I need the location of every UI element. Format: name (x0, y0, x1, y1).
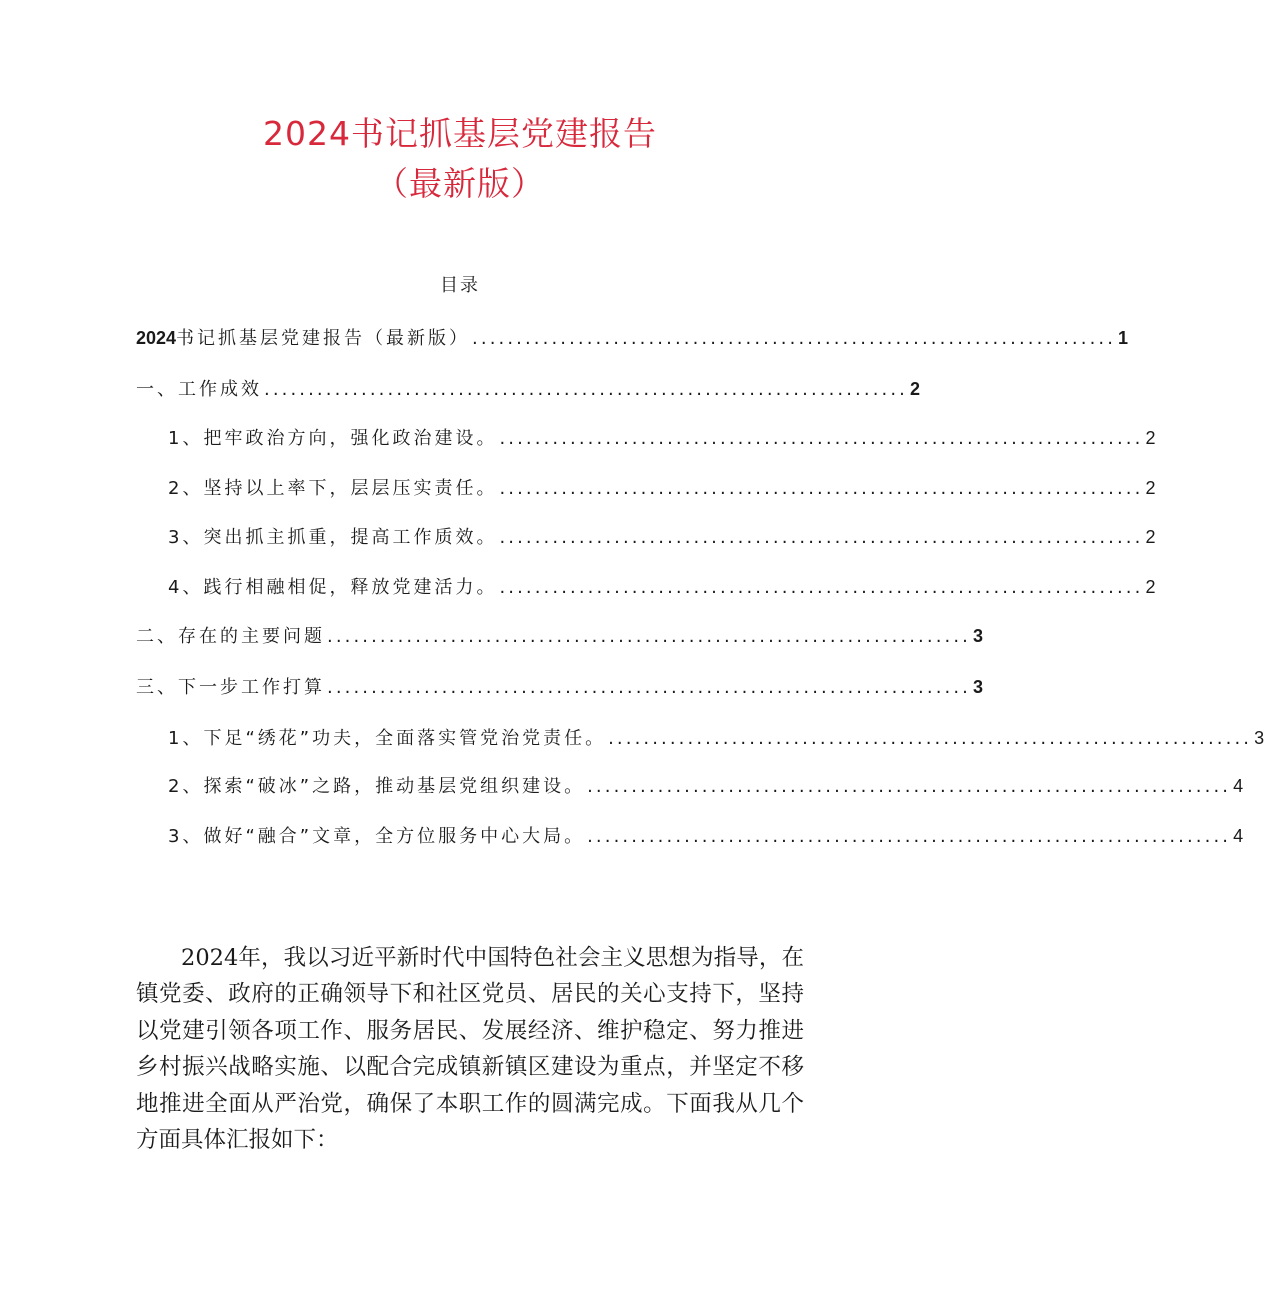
toc-leader: ......................................................................... (327, 677, 971, 698)
toc-entry[interactable] (136, 623, 983, 649)
toc-entry-label: 3、突出抓主抓重，提高工作质效。 (168, 527, 498, 548)
toc-entry[interactable] (168, 773, 1244, 799)
toc-entry-page: 2 (1145, 527, 1156, 547)
toc-entry-label: 2、探索“破冰”之路，推动基层党组织建设。 (168, 776, 586, 797)
toc-leader: ......................................................................... (472, 328, 1117, 349)
toc-entry-page: 3 (1254, 728, 1264, 748)
toc-entry-label: 一、工作成效 (136, 379, 262, 400)
toc-leader: ......................................................................... (499, 527, 1144, 548)
body-paragraph: 2024年，我以习近平新时代中国特色社会主义思想为指导，在镇党委、政府的正确领导下和社区党员、居民的关心支持下，坚持以党建引领各项工作、服务居民、发展经济、维护稳定、努力推进乡村振兴战略实施、以配合完成镇新镇区建设为重点，并坚定不移地推进全面从严治党，确保了本职工作的圆满完成。下面我从几个方面具体汇报如下： (136, 944, 804, 1153)
toc-entry-page: 2 (1145, 428, 1156, 448)
toc-leader: ......................................................................... (499, 428, 1144, 449)
toc-entry-page: 2 (909, 379, 920, 399)
toc-leader: ......................................................................... (264, 379, 908, 400)
toc-entry-label-prefix: 2024 (136, 328, 177, 348)
toc-entry-page: 1 (1118, 328, 1129, 348)
toc-entry-label: 1、下足“绣花”功夫，全面落实管党治党责任。 (168, 728, 607, 749)
toc-entry-label-text: 书记抓基层党建报告（最新版） (176, 328, 471, 349)
toc-leader: ......................................................................... (327, 626, 971, 647)
toc-entry-label: 三、下一步工作打算 (136, 677, 325, 698)
toc-leader: ......................................................................... (587, 826, 1232, 847)
toc-entry-page: 3 (972, 626, 983, 646)
toc-entry[interactable] (168, 725, 1264, 751)
toc-leader: ......................................................................... (587, 776, 1232, 797)
toc-entry-label (136, 325, 470, 352)
toc-entry-page: 2 (1145, 577, 1156, 597)
toc-leader: ......................................................................... (499, 577, 1144, 598)
toc-entry-label: 二、存在的主要问题 (136, 626, 325, 647)
title-line-2: （最新版） (375, 164, 545, 203)
toc-leader: ......................................................................... (608, 728, 1253, 749)
toc-entry-label: 4、践行相融相促，释放党建活力。 (168, 577, 498, 598)
toc-leader: ......................................................................... (499, 478, 1144, 499)
toc-entry-page: 4 (1233, 776, 1244, 796)
toc-heading: 目录 (440, 275, 480, 296)
toc-entry-page: 3 (972, 677, 983, 697)
toc-entry[interactable] (136, 674, 983, 700)
toc-entry-page: 2 (1145, 478, 1156, 498)
toc-entry[interactable] (168, 823, 1244, 849)
toc-entry[interactable] (168, 425, 1156, 451)
toc-entry[interactable] (136, 376, 920, 402)
toc-entry-label: 2、坚持以上率下，层层压实责任。 (168, 478, 498, 499)
toc-entry[interactable] (168, 574, 1156, 600)
toc-entry-page: 4 (1233, 826, 1244, 846)
toc-entry-label: 3、做好“融合”文章，全方位服务中心大局。 (168, 826, 586, 847)
toc-entry[interactable] (136, 325, 1129, 351)
title-line-1: 2024书记抓基层党建报告 (263, 114, 657, 153)
toc-entry-label: 1、把牢政治方向，强化政治建设。 (168, 428, 498, 449)
toc-entry[interactable] (168, 475, 1156, 501)
toc-entry[interactable] (168, 524, 1156, 550)
